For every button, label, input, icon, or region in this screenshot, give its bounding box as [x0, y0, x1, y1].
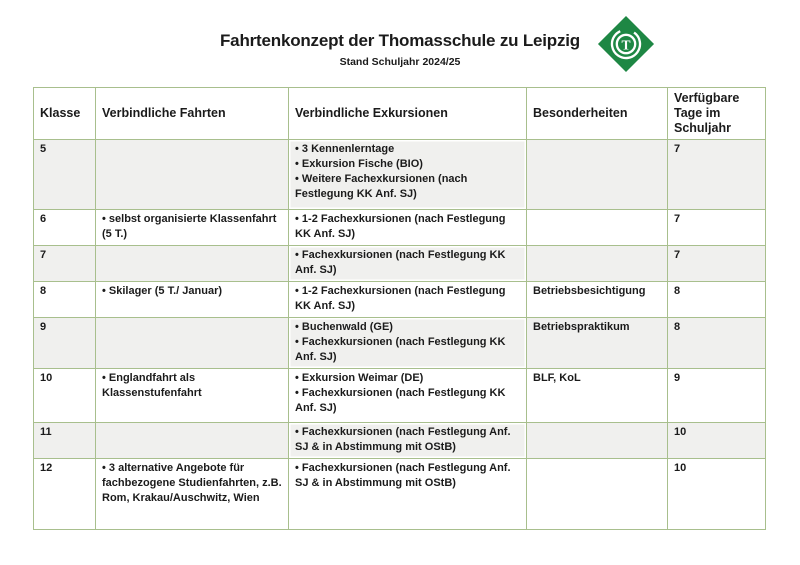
cell-besonderheiten: Betriebsbesichtigung [527, 282, 668, 318]
thomasschule-logo-icon [597, 15, 655, 73]
col-header-exkursionen: Verbindliche Exkursionen [289, 88, 527, 140]
cell-fahrten [96, 423, 289, 459]
table-row-klasse-9 [34, 318, 766, 369]
table-row-klasse-6 [34, 210, 766, 246]
list-item: • Skilager (5 T./ Januar) [102, 285, 223, 297]
col-header-besonderheiten: Besonderheiten [527, 88, 668, 140]
cell-exkursionen [289, 282, 527, 318]
page-title: Fahrtenkonzept der Thomasschule zu Leipzig [220, 31, 580, 50]
cell-klasse: 12 [34, 459, 96, 530]
table-row-klasse-5 [34, 140, 766, 210]
cell-besonderheiten [527, 246, 668, 282]
cell-klasse: 7 [34, 246, 96, 282]
list-item: • Exkursion Weimar (DE) [295, 372, 424, 384]
col-header-klasse: Klasse [34, 88, 96, 140]
cell-exkursionen [289, 369, 527, 423]
cell-exkursionen [289, 246, 527, 282]
list-item: • Buchenwald (GE) [295, 321, 393, 333]
cell-tage: 10 [668, 423, 766, 459]
cell-exkursionen [289, 423, 527, 459]
list-item: • 3 Kennenlerntage [295, 143, 395, 155]
cell-fahrten [96, 282, 289, 318]
cell-besonderheiten [527, 210, 668, 246]
list-item: • Fachexkursionen (nach Festlegung KK Anf. SJ) [295, 249, 506, 276]
cell-fahrten [96, 318, 289, 369]
logo-letter: T [621, 37, 631, 53]
list-item: • Fachexkursionen (nach Festlegung KK Anf. SJ) [295, 336, 506, 363]
table-row-klasse-11 [34, 423, 766, 459]
list-item: • Fachexkursionen (nach Festlegung KK Anf. SJ) [295, 387, 506, 414]
cell-klasse: 11 [34, 423, 96, 459]
cell-exkursionen [289, 140, 527, 210]
list-item: • 1-2 Fachexkursionen (nach Festlegung KK Anf. SJ) [295, 213, 506, 240]
cell-klasse: 9 [34, 318, 96, 369]
cell-fahrten [96, 369, 289, 423]
list-item: • Exkursion Fische (BIO) [295, 158, 423, 170]
cell-tage: 10 [668, 459, 766, 530]
list-item: • Fachexkursionen (nach Festlegung Anf. SJ & in Abstimmung mit OStB) [295, 426, 511, 453]
list-item: • Fachexkursionen (nach Festlegung Anf. SJ & in Abstimmung mit OStB) [295, 462, 511, 489]
cell-exkursionen [289, 210, 527, 246]
list-item: • 3 alternative Angebote für fachbezogene Studienfahrten, z.B. Rom, Krakau/Auschwitz, Wien [102, 462, 282, 504]
list-item: • 1-2 Fachexkursionen (nach Festlegung KK Anf. SJ) [295, 285, 506, 312]
cell-klasse: 6 [34, 210, 96, 246]
cell-tage: 8 [668, 282, 766, 318]
cell-fahrten [96, 459, 289, 530]
page-subtitle: Stand Schuljahr 2024/25 [339, 56, 461, 68]
cell-fahrten [96, 246, 289, 282]
table-row-klasse-7 [34, 246, 766, 282]
table-row-klasse-8 [34, 282, 766, 318]
cell-exkursionen [289, 459, 527, 530]
cell-klasse: 8 [34, 282, 96, 318]
list-item: • Weitere Fachexkursionen (nach Festlegung KK Anf. SJ) [295, 173, 468, 200]
cell-besonderheiten [527, 459, 668, 530]
list-item: • selbst organisierte Klassenfahrt (5 T.) [102, 213, 277, 240]
cell-exkursionen [289, 318, 527, 369]
cell-besonderheiten: Betriebspraktikum [527, 318, 668, 369]
cell-besonderheiten: BLF, KoL [527, 369, 668, 423]
cell-klasse: 10 [34, 369, 96, 423]
cell-klasse: 5 [34, 140, 96, 210]
cell-besonderheiten [527, 423, 668, 459]
list-item: • Englandfahrt als Klassenstufenfahrt [102, 372, 202, 399]
col-header-tage: Verfügbare Tage im Schuljahr [668, 88, 766, 140]
cell-tage: 9 [668, 369, 766, 423]
fahrten-table [33, 87, 766, 530]
cell-fahrten [96, 210, 289, 246]
table-row-klasse-10 [34, 369, 766, 423]
cell-tage: 8 [668, 318, 766, 369]
cell-tage: 7 [668, 210, 766, 246]
cell-fahrten [96, 140, 289, 210]
cell-besonderheiten [527, 140, 668, 210]
header-row [34, 88, 766, 140]
col-header-fahrten: Verbindliche Fahrten [96, 88, 289, 140]
cell-tage: 7 [668, 140, 766, 210]
cell-tage: 7 [668, 246, 766, 282]
table-row-klasse-12 [34, 459, 766, 530]
